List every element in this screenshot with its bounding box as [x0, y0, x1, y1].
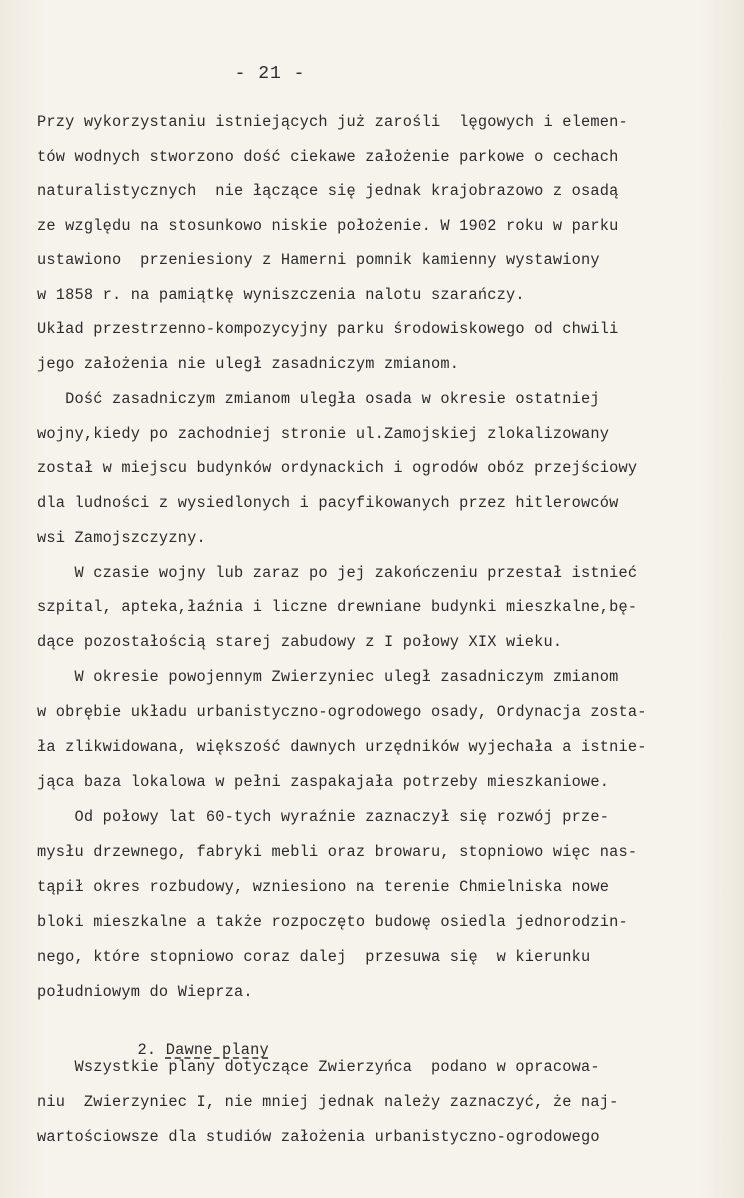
text-line: tów wodnych stworzono dość ciekawe założenie parkowe o cechach: [37, 148, 619, 166]
text-line: tąpił okres rozbudowy, wzniesiono na terenie Chmielniska nowe: [37, 878, 610, 896]
text-line: niu Zwierzyniec I, nie mniej jednak należy zaznaczyć, że naj-: [37, 1093, 619, 1111]
text-line: ustawiono przeniesiony z Hamerni pomnik kamienny wystawiony: [37, 251, 600, 269]
text-line: w 1858 r. na pamiątkę wyniszczenia nalotu szarańczy.: [37, 286, 525, 304]
text-line: szpital, apteka,łaźnia i liczne drewniane budynki mieszkalne,bę-: [37, 598, 638, 616]
text-line: bloki mieszkalne a także rozpoczęto budowę osiedla jednorodzin-: [37, 913, 628, 931]
text-line: Przy wykorzystaniu istniejących już zarośli lęgowych i elemen-: [37, 113, 628, 131]
text-line: Od połowy lat 60-tych wyraźnie zaznaczył się rozwój prze-: [37, 808, 610, 826]
text-line: ze względu na stosunkowo niskie położenie. W 1902 roku w parku: [37, 217, 619, 235]
text-line: Wszystkie plany dotyczące Zwierzyńca podano w opracowa-: [37, 1058, 600, 1076]
text-line: jąca baza lokalowa w pełni zaspakajała potrzeby mieszkaniowe.: [37, 773, 610, 791]
section-title: Dawne plany: [165, 1041, 269, 1059]
text-line: dla ludności z wysiedlonych i pacyfikowanych przez hitlerowców: [37, 494, 619, 512]
text-line: Układ przestrzenno-kompozycyjny parku środowiskowego od chwili: [37, 320, 619, 338]
text-line: wojny,kiedy po zachodniej stronie ul.Zamojskiej zlokalizowany: [37, 425, 610, 443]
text-line: W czasie wojny lub zaraz po jej zakończeniu przestał istnieć: [37, 564, 638, 582]
text-line: ła zlikwidowana, większość dawnych urzędników wyjechała a istnie-: [37, 738, 647, 756]
text-line: dące pozostałością starej zabudowy z I połowy XIX wieku.: [37, 633, 563, 651]
text-line: Dość zasadniczym zmianom uległa osada w okresie ostatniej: [37, 390, 600, 408]
text-line: wsi Zamojszczyzny.: [37, 529, 206, 547]
text-line: W okresie powojennym Zwierzyniec uległ zasadniczym zmianom: [37, 668, 619, 686]
text-line: nego, które stopniowo coraz dalej przesuwa się w kierunku: [37, 948, 591, 966]
text-line: w obrębie układu urbanistyczno-ogrodowego osady, Ordynacja zosta-: [37, 703, 647, 721]
text-line: mysłu drzewnego, fabryki mebli oraz browaru, stopniowo więc nas-: [37, 843, 638, 861]
text-line: naturalistycznych nie łączące się jednak krajobrazowo z osadą: [37, 182, 619, 200]
page-number: - 21 -: [234, 64, 306, 84]
text-line: został w miejscu budynków ordynackich i ogrodów obóz przejściowy: [37, 459, 638, 477]
text-line: jego założenia nie uległ zasadniczym zmianom.: [37, 355, 460, 373]
text-line: południowym do Wieprza.: [37, 983, 253, 1001]
text-line: wartościowsze dla studiów założenia urbanistyczno-ogrodowego: [37, 1128, 600, 1146]
section-number: 2.: [137, 1041, 157, 1059]
